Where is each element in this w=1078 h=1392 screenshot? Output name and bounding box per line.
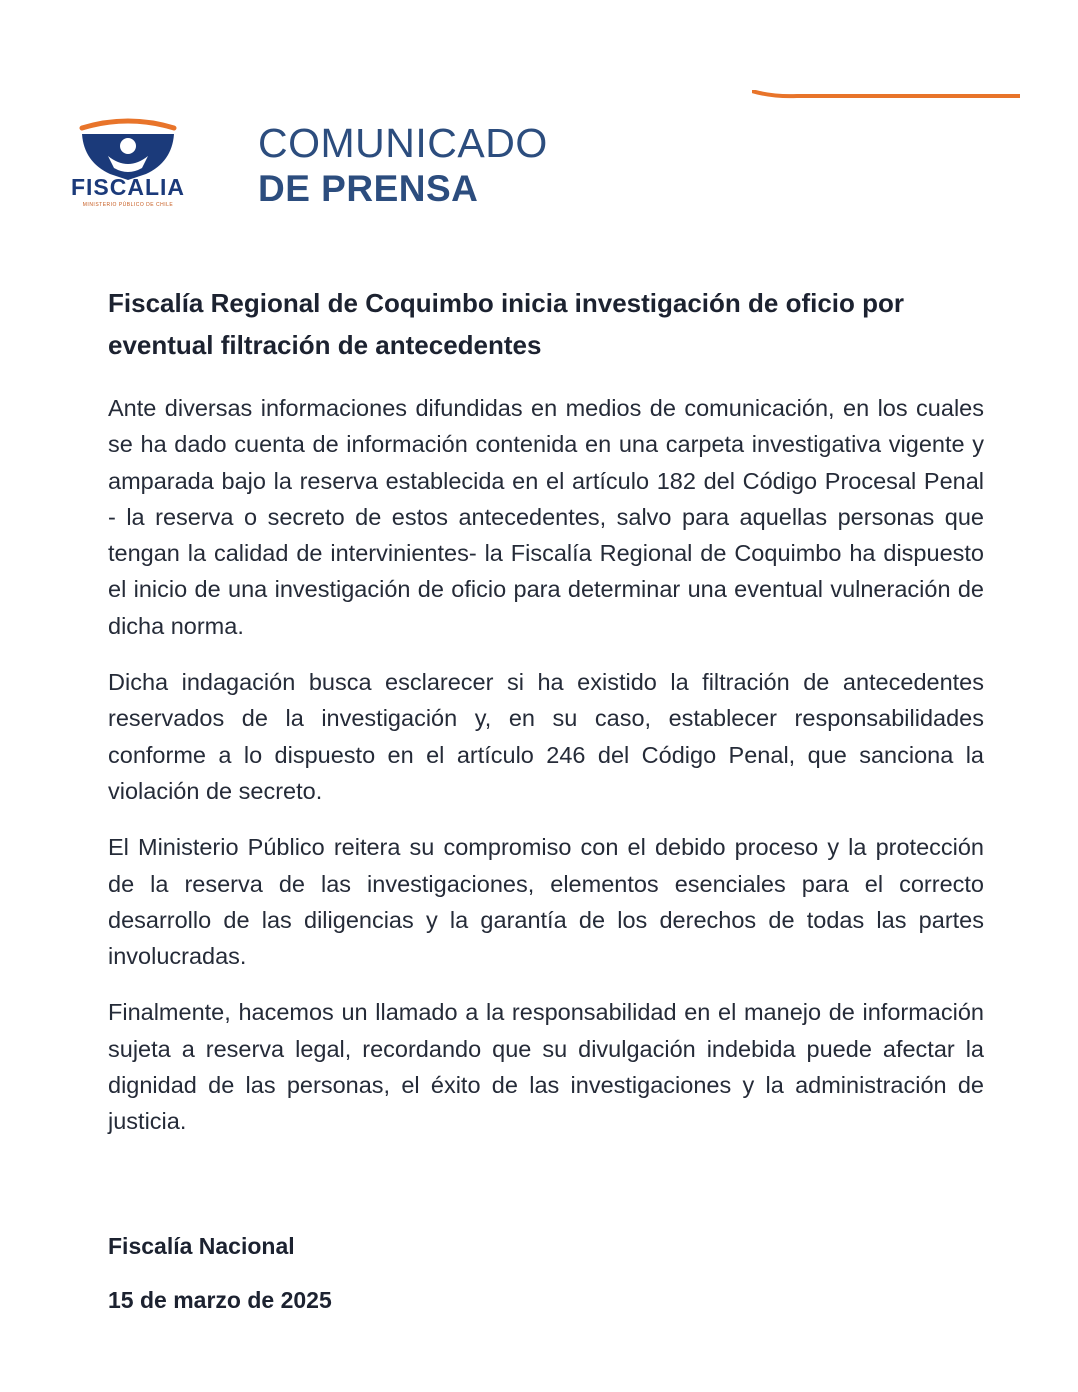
paragraph-3: El Ministerio Público reitera su compromiso con el debido proceso y la protección de la reserva de las investigaciones, elementos esenciales para el correcto desarrollo de las diligencias y la garantía de los derechos de todas las partes involucradas. — [108, 834, 984, 970]
title-line-1: COMUNICADO — [258, 120, 548, 166]
logo-subtitle: MINISTERIO PÚBLICO DE CHILE — [82, 202, 174, 208]
press-release-body — [108, 282, 984, 1160]
release-date: 15 de marzo de 2025 — [108, 1287, 332, 1313]
paragraph-4: Finalmente, hacemos un llamado a la responsabilidad en el manejo de información sujeta a reserva legal, recordando que su divulgación indebida puede afectar la dignidad de las personas, el éxito de las investigaciones y la administración de justicia. — [108, 999, 984, 1135]
accent-line — [752, 90, 1020, 102]
headline: Fiscalía Regional de Coquimbo inicia investigación de oficio por eventual filtración de antecedentes — [108, 288, 905, 360]
paragraph-1: Ante diversas informaciones difundidas en medios de comunicación, en los cuales se ha dado cuenta de información contenida en una carpeta investigativa vigente y amparada bajo la reserva establecida en el artículo 182 del Código Procesal Penal - la reserva o secreto de estos antecedentes, salvo para aquellas personas que tengan la calidad de intervinientes- la Fiscalía Regional de Coquimbo ha dispuesto el inicio de una investigación de oficio para determinar una eventual vulneración de dicha norma. — [108, 395, 984, 639]
logo-wordmark: FISCALIA — [70, 174, 186, 200]
signature: Fiscalía Nacional — [108, 1233, 295, 1259]
page-title — [258, 120, 548, 212]
fiscalia-logo — [52, 112, 204, 212]
paragraph-2: Dicha indagación busca esclarecer si ha existido la filtración de antecedentes reservados de la investigación y, en su caso, establecer responsabilidades conforme a lo dispuesto en el artículo 246 del Código Penal, que sanciona la violación de secreto. — [108, 669, 984, 804]
title-line-2: DE PRENSA — [258, 168, 479, 209]
fiscalia-emblem-icon — [76, 116, 180, 182]
